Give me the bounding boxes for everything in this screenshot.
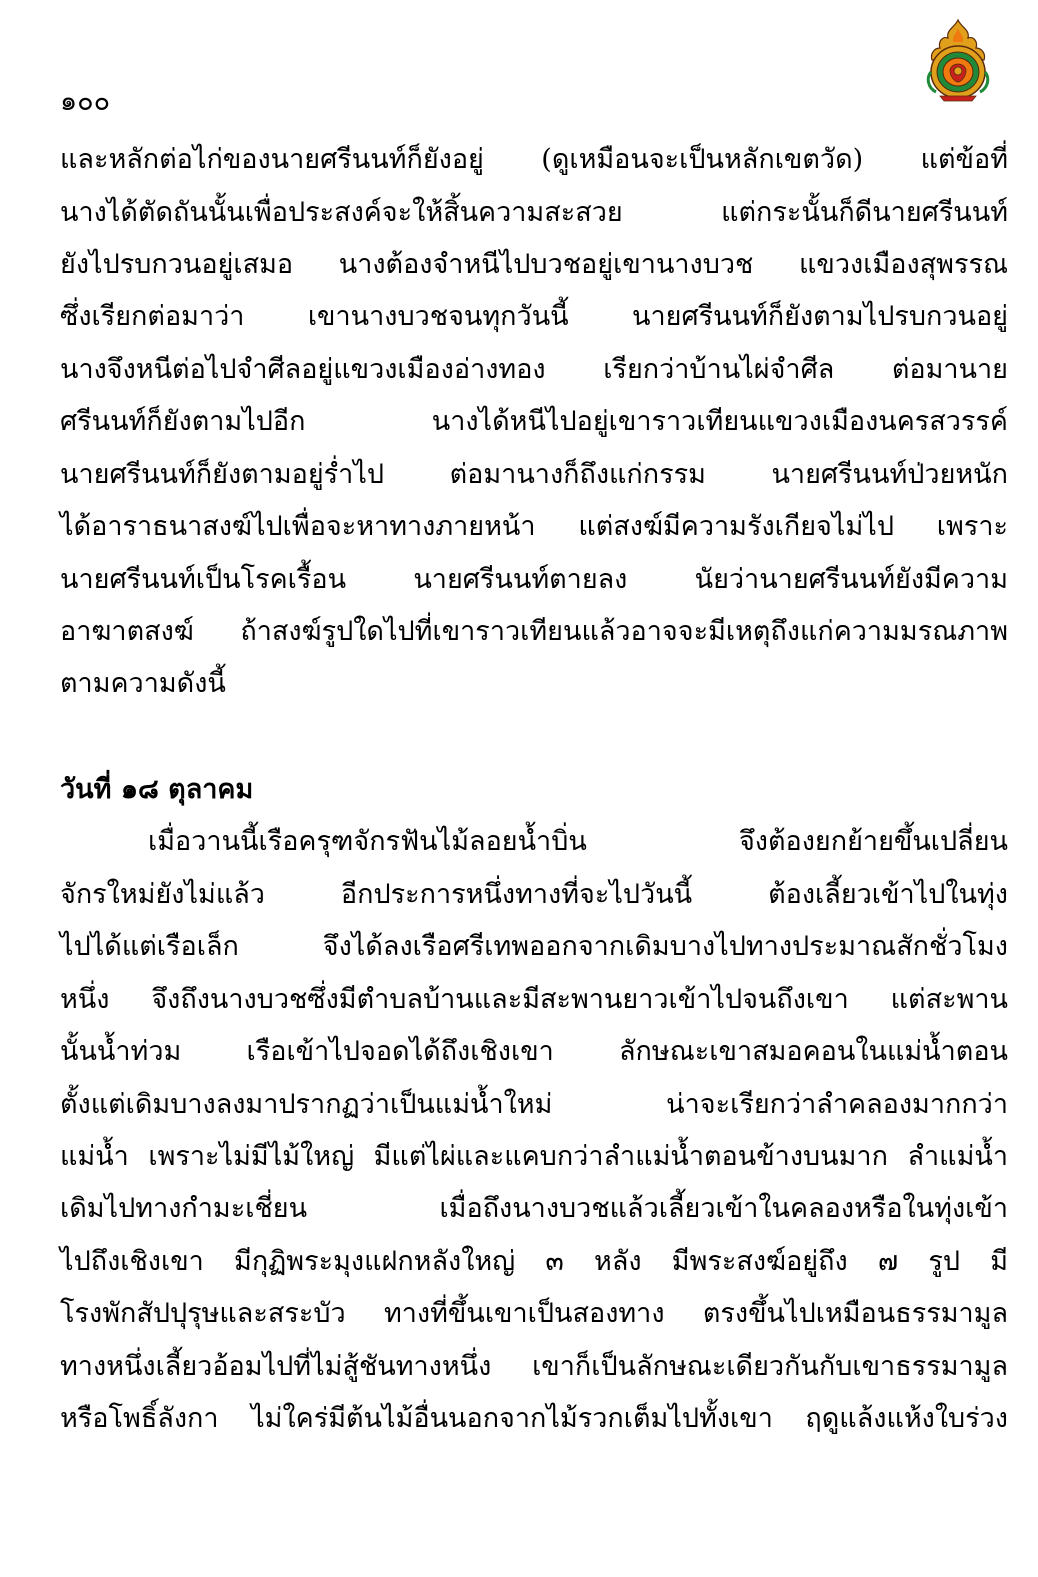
text-line: นายศรีนนท์เป็นโรคเรื้อน นายศรีนนท์ตายลง นัยว่านายศรีนนท์ยังมีความ	[60, 564, 1008, 595]
text-line: ยังไปรบกวนอยู่เสมอ นางต้องจำหนีไปบวชอยู่เขานางบวช แขวงเมืองสุพรรณ	[60, 249, 1008, 280]
text-line: และหลักต่อไก่ของนายศรีนนท์ก็ยังอยู่ (ดูเหมือนจะเป็นหลักเขตวัด) แต่ข้อที่	[60, 144, 1008, 175]
text-line: เมื่อวานนี้เรือครุฑจักรฟันไม้ลอยน้ำบิ่น จึงต้องยกย้ายขึ้นเปลี่ยน	[148, 826, 1008, 857]
text-line: ไปถึงเชิงเขา มีกุฏิพระมุงแฝกหลังใหญ่ ๓ หลัง มีพระสงฆ์อยู่ถึง ๗ รูป มี	[60, 1246, 1008, 1277]
section-heading: วันที่ ๑๘ ตุลาคม	[60, 774, 254, 805]
text-line: หนึ่ง จึงถึงนางบวชซึ่งมีตำบลบ้านและมีสะพานยาวเข้าไปจนถึงเขา แต่สะพาน	[60, 984, 1008, 1015]
text-line: ศรีนนท์ก็ยังตามไปอีก นางได้หนีไปอยู่เขาราวเทียนแขวงเมืองนครสวรรค์	[60, 406, 1008, 437]
text-line: แม่น้ำ เพราะไม่มีไม้ใหญ่ มีแต่ไผ่และแคบกว่าลำแม่น้ำตอนข้างบนมาก ลำแม่น้ำ	[60, 1141, 1008, 1172]
text-line: จักรใหม่ยังไม่แล้ว อีกประการหนึ่งทางที่จะไปวันนี้ ต้องเลี้ยวเข้าไปในทุ่ง	[60, 879, 1008, 910]
text-line: ได้อาราธนาสงฆ์ไปเพื่อจะหาทางภายหน้า แต่สงฆ์มีความรังเกียจไม่ไป เพราะ	[60, 511, 1008, 542]
text-line: ตามความดังนี้	[60, 668, 226, 699]
text-line: อาฆาตสงฆ์ ถ้าสงฆ์รูปใดไปที่เขาราวเทียนแล้วอาจจะมีเหตุถึงแก่ความมรณภาพ	[60, 616, 1008, 647]
text-line: นางจึงหนีต่อไปจำศีลอยู่แขวงเมืองอ่างทอง เรียกว่าบ้านไผ่จำศีล ต่อมานาย	[60, 354, 1008, 385]
text-line: ไปได้แต่เรือเล็ก จึงได้ลงเรือศรีเทพออกจากเดิมบางไปทางประมาณสักชั่วโมง	[60, 931, 1008, 962]
text-line: หรือโพธิ์ลังกา ไม่ใคร่มีต้นไม้อื่นนอกจากไม้รวกเต็มไปทั้งเขา ฤดูแล้งแห้งใบร่วง	[60, 1403, 1008, 1434]
page-number: ๑๐๐	[60, 86, 111, 117]
text-line: นางได้ตัดถันนั้นเพื่อประสงค์จะให้สิ้นความสะสวย แต่กระนั้นก็ดีนายศรีนนท์	[60, 197, 1008, 228]
text-line: นั้นน้ำท่วม เรือเข้าไปจอดได้ถึงเชิงเขา ลักษณะเขาสมอคอนในแม่น้ำตอน	[60, 1036, 1008, 1067]
text-line: ตั้งแต่เดิมบางลงมาปรากฏว่าเป็นแม่น้ำใหม่ น่าจะเรียกว่าลำคลองมากกว่า	[60, 1089, 1008, 1120]
text-line: นายศรีนนท์ก็ยังตามอยู่ร่ำไป ต่อมานางก็ถึงแก่กรรม นายศรีนนท์ป่วยหนัก	[60, 459, 1008, 490]
text-line: โรงพักสัปปุรุษและสระบัว ทางที่ขึ้นเขาเป็นสองทาง ตรงขึ้นไปเหมือนธรรมามูล	[60, 1298, 1008, 1329]
text-line: ทางหนึ่งเลี้ยวอ้อมไปที่ไม่สู้ชันทางหนึ่ง เขาก็เป็นลักษณะเดียวกันกับเขาธรรมามูล	[60, 1351, 1008, 1382]
text-line: ซึ่งเรียกต่อมาว่า เขานางบวชจนทุกวันนี้ นายศรีนนท์ก็ยังตามไปรบกวนอยู่	[60, 301, 1008, 332]
emblem-icon	[926, 18, 990, 102]
text-line: เดิมไปทางกำมะเชี่ยน เมื่อถึงนางบวชแล้วเลี้ยวเข้าในคลองหรือในทุ่งเข้า	[60, 1193, 1008, 1224]
